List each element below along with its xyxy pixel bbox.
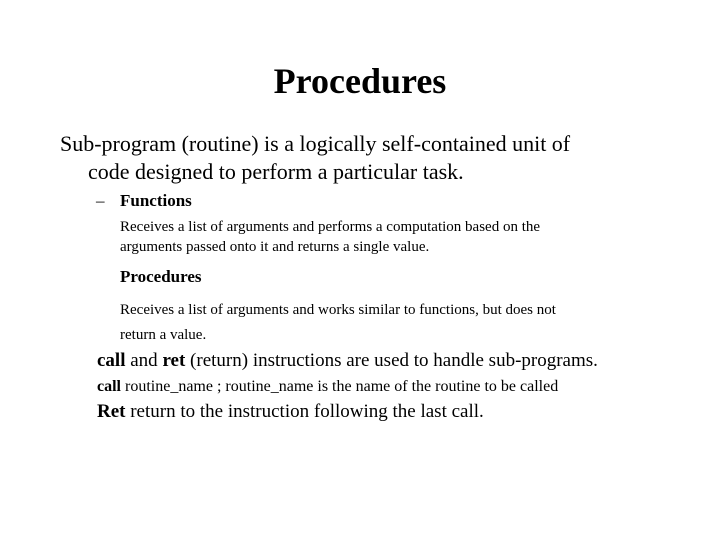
procedures-description-line-1: Receives a list of arguments and works similar to functions, but does not <box>120 302 556 318</box>
ret-keyword: ret <box>162 350 186 371</box>
call-ret-and: and <box>125 350 163 371</box>
call-ret-rest: (return) instructions are used to handle sub-programs. <box>185 350 598 371</box>
ret-line <box>97 400 484 424</box>
dash-bullet: – <box>96 191 105 210</box>
procedures-heading: Procedures <box>120 267 202 286</box>
procedures-description-line-2: return a value. <box>120 327 207 343</box>
ret-line-rest: return to the instruction following the last call. <box>125 401 484 422</box>
call-example-rest: routine_name ; routine_name is the name of the routine to be called <box>121 378 559 395</box>
call-ret-line <box>97 349 598 373</box>
main-bullet <box>60 130 660 186</box>
main-bullet-line-1: Sub-program (routine) is a logically self-contained unit of <box>60 131 571 156</box>
functions-description-line-1: Receives a list of arguments and performs a computation based on the <box>120 219 541 235</box>
main-bullet-line-2: code designed to perform a particular task. <box>88 159 464 184</box>
call-keyword: call <box>97 350 126 371</box>
functions-heading <box>96 190 192 212</box>
call-example-line <box>97 376 558 397</box>
procedures-description <box>120 298 680 348</box>
functions-heading-text: Functions <box>120 191 192 210</box>
functions-description-line-2: arguments passed onto it and returns a single value. <box>120 239 430 255</box>
slide-title: Procedures <box>273 61 447 101</box>
call-example-keyword: call <box>97 378 121 395</box>
functions-description <box>120 217 680 257</box>
ret-line-keyword: Ret <box>97 401 126 422</box>
